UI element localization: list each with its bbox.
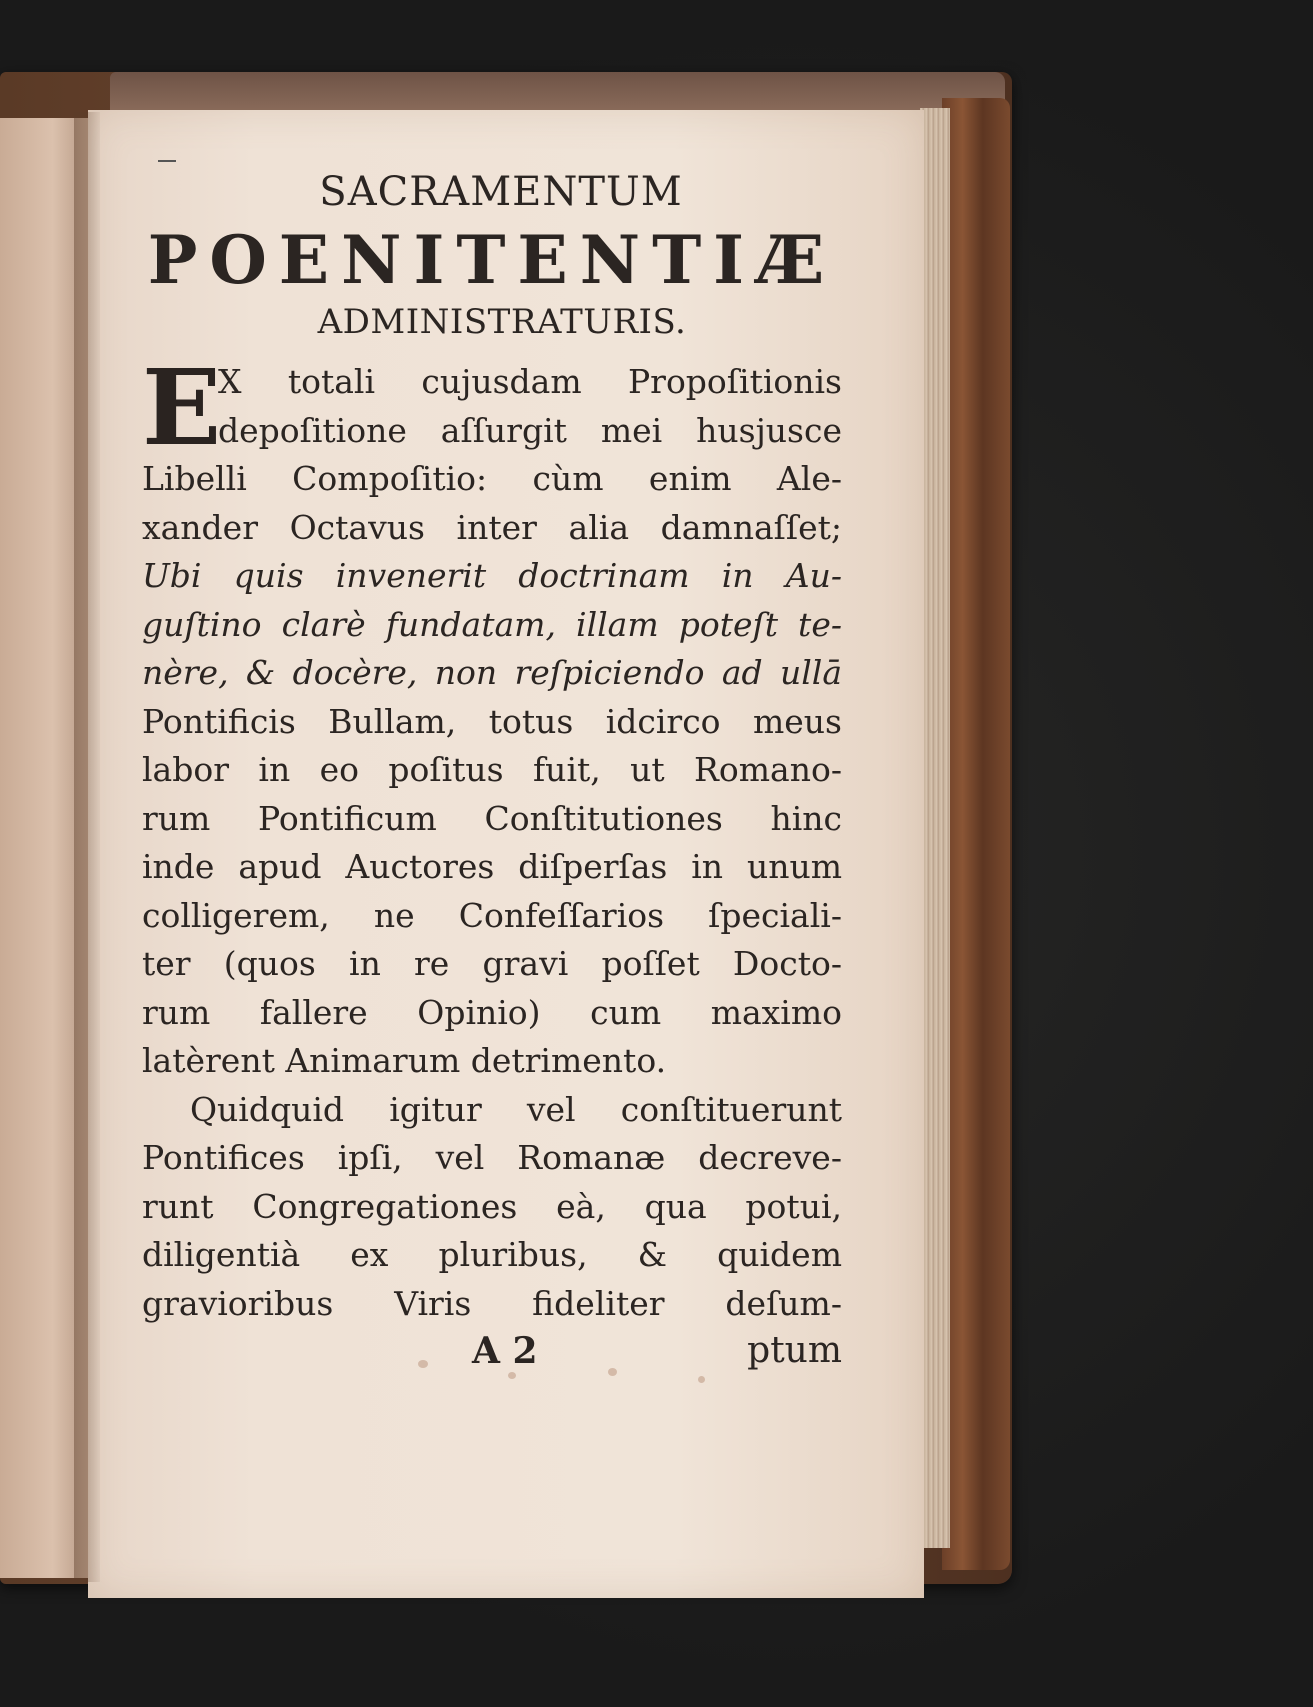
page-block-edges	[920, 108, 950, 1548]
text-line: colligerem, ne Confeſſarios ſpeciali-	[142, 895, 842, 935]
text-line: rum Pontificum Conſtitutiones hinc	[142, 798, 842, 838]
text-line: labor in eo poſitus fuit, ut Romano-	[142, 750, 842, 789]
title-line-1: SACRAMENTUM	[319, 169, 683, 215]
body-text	[142, 346, 842, 1328]
page-gutter	[74, 112, 100, 1582]
text-line: runt Congregationes eà, qua potui,	[142, 1186, 842, 1226]
opening-paragraph	[142, 346, 842, 1086]
text-line: Pontifices ipſi, vel Romanæ decreve-	[142, 1138, 842, 1177]
text-line-italic: Ubi quis invenerit doctrinam in Au-	[142, 556, 842, 595]
text-line: rum fallere Opinio) cum maximo	[142, 992, 842, 1032]
text-line: xander Octavus inter alia damnaſſet;	[142, 507, 842, 547]
text-line: Libelli Compoſitio: cùm enim Ale-	[142, 459, 842, 498]
cover-fore-edge	[942, 98, 1010, 1570]
text-line: gravioribus Viris fideliter deſum-	[142, 1283, 842, 1323]
page-footer	[142, 1330, 842, 1380]
cover-top-edge	[110, 72, 1005, 112]
text-line: depoſitione aſſurgit mei husjusce	[218, 410, 842, 450]
title-line-3: ADMINISTRATURIS.	[317, 302, 687, 342]
signature-mark: A 2	[472, 1330, 538, 1372]
text-line: Pontificis Bullam, totus idcirco meus	[142, 701, 842, 741]
text-line: diligentià ex pluribus, & quidem	[142, 1235, 842, 1274]
text-line-italic: guſtino clarè fundatam, illam poteſt te-	[142, 604, 842, 644]
text-line-italic: nère, & docère, non reſpiciendo ad ullā	[142, 653, 842, 692]
text-line: inde apud Auctores diſperſas in unum	[142, 847, 842, 886]
text-line: latèrent Animarum detrimento.	[142, 1041, 667, 1080]
text-line: X totali cujusdam Propoſitionis	[218, 362, 842, 401]
text-line: ter (quos in re gravi poſſet Docto-	[142, 944, 842, 983]
drop-capital: E	[142, 346, 222, 469]
text-line: Quidquid igitur vel conſtituerunt	[190, 1089, 842, 1129]
catchword: ptum	[747, 1330, 842, 1371]
second-paragraph	[142, 1086, 842, 1329]
title-line-2: POENITENTIÆ	[147, 221, 837, 299]
printed-text-block	[142, 160, 842, 1380]
